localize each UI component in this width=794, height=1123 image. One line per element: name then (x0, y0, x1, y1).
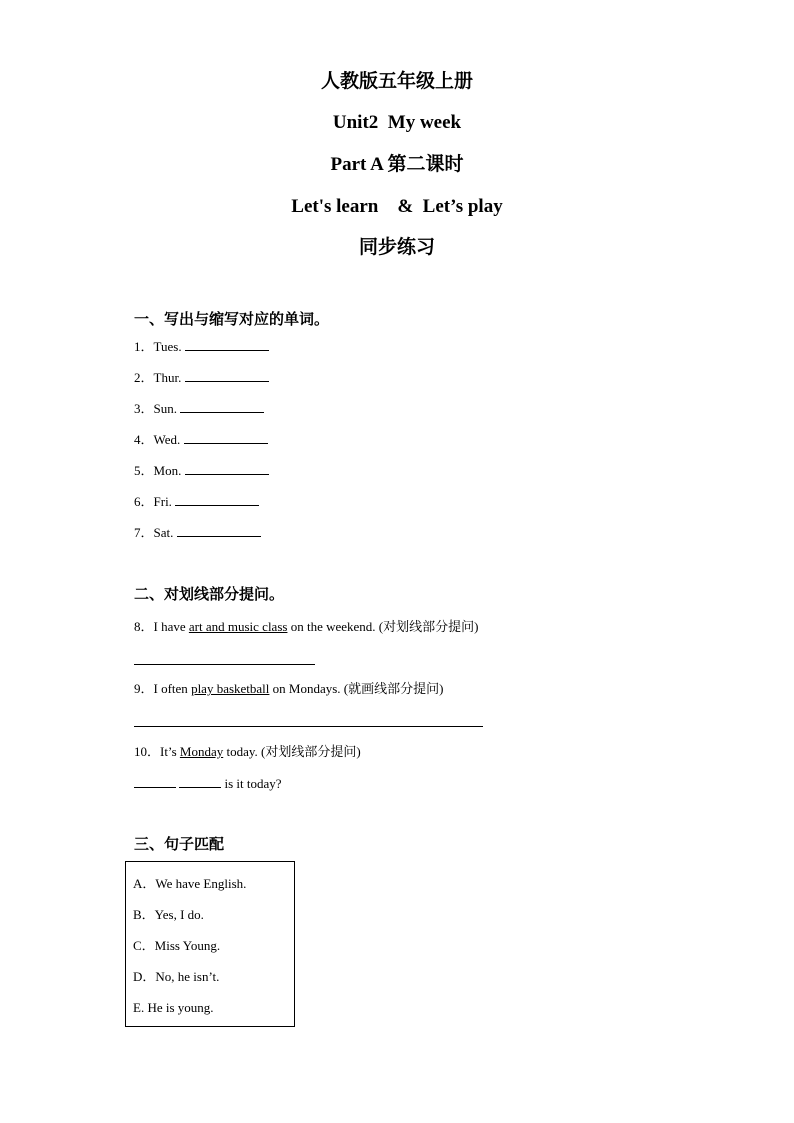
question-text: It’s (160, 744, 180, 759)
question-text: I have (153, 619, 189, 634)
answer-blank[interactable] (177, 523, 261, 537)
item-number: 5． (134, 463, 154, 478)
section1-heading: 一、写出与缩写对应的单词。 (134, 312, 330, 328)
item-number: 7． (134, 525, 154, 540)
answer-tail: is it today? (221, 776, 282, 791)
item-number: 8． (134, 619, 154, 634)
list-item (134, 461, 269, 480)
answer-blank[interactable] (180, 399, 264, 413)
abbreviation: Tues. (153, 339, 185, 354)
abbreviation: Fri. (153, 494, 176, 509)
question-8 (134, 618, 478, 636)
answer-line[interactable] (134, 726, 483, 727)
option-c: C．Miss Young. (133, 938, 221, 953)
option-a: A．We have English. (133, 876, 247, 891)
option-e: E. He is young. (133, 1000, 214, 1015)
answer-blank[interactable] (184, 430, 268, 444)
abbreviation: Sat. (153, 525, 177, 540)
item-number: 3． (134, 401, 154, 416)
underlined-phrase: Monday (179, 744, 224, 759)
question-9 (134, 680, 443, 698)
answer-blank[interactable] (134, 774, 176, 788)
question-10 (134, 743, 361, 761)
list-item (134, 523, 261, 542)
answer-blank[interactable] (185, 461, 269, 475)
list-item (134, 399, 264, 418)
question-10-answer (134, 774, 282, 793)
list-item (134, 368, 269, 387)
answer-line[interactable] (134, 664, 315, 665)
list-item (134, 492, 259, 511)
answer-blank[interactable] (175, 492, 259, 506)
answer-blank[interactable] (185, 337, 269, 351)
list-item (134, 430, 268, 449)
section3-heading: 三、句子匹配 (134, 837, 225, 853)
item-number: 9． (134, 681, 154, 696)
question-text: on Mondays. (就画线部分提问) (269, 681, 444, 696)
underlined-phrase: art and music class (188, 619, 288, 634)
question-text: on the weekend. (对划线部分提问) (287, 619, 479, 634)
item-number: 10． (134, 744, 161, 759)
item-number: 6． (134, 494, 154, 509)
unit-title: Unit2 My week (332, 112, 462, 133)
abbreviation: Wed. (153, 432, 184, 447)
abbreviation: Mon. (153, 463, 185, 478)
underlined-phrase: play basketball (191, 681, 270, 696)
item-number: 2． (134, 370, 154, 385)
exercise-title: 同步练习 (358, 237, 435, 258)
lesson-title: Let's learn & Let’s play (291, 196, 503, 217)
question-text: I often (153, 681, 192, 696)
answer-blank[interactable] (185, 368, 269, 382)
section2-heading: 二、对划线部分提问。 (134, 587, 285, 603)
item-number: 1． (134, 339, 154, 354)
abbreviation: Sun. (153, 401, 181, 416)
part-title: Part A 第二课时 (330, 154, 464, 175)
abbreviation: Thur. (153, 370, 185, 385)
options-box (125, 861, 295, 1027)
book-title: 人教版五年级上册 (320, 71, 473, 92)
list-item (134, 337, 269, 356)
item-number: 4． (134, 432, 154, 447)
option-b: B．Yes, I do. (133, 907, 204, 922)
question-text: today. (对划线部分提问) (223, 744, 361, 759)
answer-blank[interactable] (179, 774, 221, 788)
option-d: D．No, he isn’t. (133, 969, 220, 984)
